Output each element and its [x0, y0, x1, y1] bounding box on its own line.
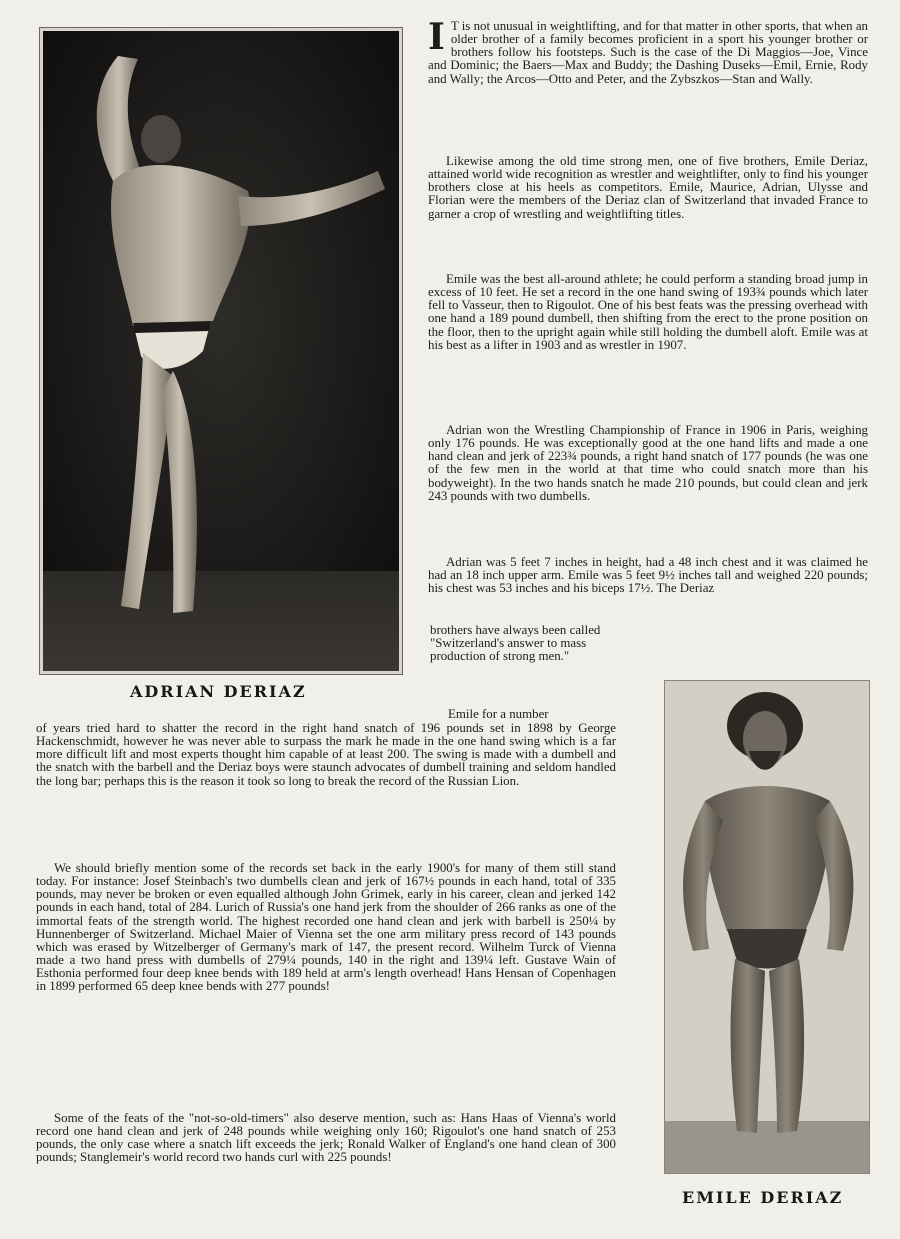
article-paragraph-2: Likewise among the old time strong men, one of five brothers, Emile Deriaz, attained world wide recognition as wrestler and weightlifter, only to find his younger brothers close at his heels as competitors. Emile, Maurice, Adrian, Ulysse and Florian were the members of the Deriaz clan of Switzerland that invaded France to garner a crop of wrestling and weightlifting titles. — [428, 154, 868, 221]
article-paragraph-5-continued: brothers have always been called "Switzerland's answer to mass production of strong men." — [430, 623, 601, 664]
athlete-back-pose-image — [43, 31, 399, 671]
article-paragraph-8: Some of the feats of the "not-so-old-timers" also deserve mention, such as: Hans Haas of Vienna's world record one hand clean and jerk of 248 pounds while weighing only 160; Rigoulot's one hand snatch of 253 pounds, the only case where a snatch lift exceeds the jerk; Ronald Walker of England's one hand clean of 300 pounds; Stanglemeir's world record two hands curl with 225 pounds! — [36, 1111, 616, 1165]
article-paragraph-4: Adrian won the Wrestling Championship of France in 1906 in Paris, weighing only 176 pounds. He was exceptionally good at the one hand lifts and made a one hand clean and jerk of 223¾ pounds, a right hand snatch of 177 pounds (he was one of the few men in the world at that time who could snatch more than his bodyweight). In the two hands snatch he made 210 pounds, but could clean and jerk 243 pounds with two dumbells. — [428, 423, 868, 503]
article-paragraph-6-continued: of years tried hard to shatter the record in the right hand snatch of 196 pounds set in 1898 by George Hackenschmidt, however he was never able to surpass the mark he made in the one hand swing which is a far more difficult lift and most experts thought him capable of at least 200. The swing is made with a dumbell and the snatch with the barbell and the Deriaz boys were staunch advocates of dumbell training and seldom handled the long bar; perhaps this is the reason it took so long to break the record of the Russian Lion. — [36, 721, 616, 788]
photo-adrian-deriaz — [40, 28, 402, 674]
caption-adrian-deriaz: ADRIAN DERIAZ — [130, 682, 307, 701]
article-paragraph-1 — [428, 16, 868, 86]
photo-emile-deriaz — [664, 680, 870, 1174]
article-paragraph-3: Emile was the best all-around athlete; he could perform a standing broad jump in excess of 10 feet. He set a record in the one hand swing of 193¾ pounds which later fell to Vasseur, then to Rigoulot. One of his best feats was the pressing overhead with one hand a 189 pound dumbell, then shifting from the erect to the prone position on the floor, then to the upright again while still holding the dumbell aloft. Emile was at his best as a lifter in 1903 and as wrestler in 1907. — [428, 272, 868, 352]
paragraph-text: T is not unusual in weightlifting, and for that matter in other sports, that when an older brother of a family becomes proficient in a sport his younger brother or brothers follow his footsteps. Such is the case of the Di Maggios—Joe, Vince and Dominic; the Baers—Max and Buddy; the Dashing Duseks—Emil, Ernie, Rody and Wally; the Arcos—Otto and Peter, and the Zybszkos—Stan and Wally. — [428, 19, 868, 86]
caption-emile-deriaz: EMILE DERIAZ — [682, 1188, 844, 1207]
article-paragraph-7: We should briefly mention some of the records set back in the early 1900's for many of them still stand today. For instance: Josef Steinbach's two dumbells clean and jerk of 167½ pounds in each hand, total of 335 pounds, may never be broken or even equalled although John Grimek, early in his career, clean and jerked 142 pounds in each hand, total of 284. Lurich of Russia's one hand jerk from the shoulder of 266 ranks as one of the immortal feats of the strength world. The highest recorded one hand clean and jerk with barbell is 250¼ by Hunnenberger of Switzerland. Michael Maier of Vienna set the one arm military press record of 143 pounds which was erased by Witzelberger of Germany's mark of 147, the present record. Wilhelm Turck of Vienna made a two hand press with dumbells of 279¼ pounds, 140 in the right and 139¼ left. Gustave Wain of Esthonia performed four deep knee bends with 189 held at arm's length overhead! Hans Hensan of Copenhagen in 1899 performed 65 deep knee bends with 277 pounds! — [36, 861, 616, 994]
article-paragraph-5: Adrian was 5 feet 7 inches in height, had a 48 inch chest and it was claimed he had an 18 inch upper arm. Emile was 5 feet 9½ inches tall and weighed 220 pounds; his chest was 53 inches and his biceps 17½. The Deriaz — [428, 555, 868, 596]
drop-cap: I — [428, 16, 445, 58]
article-paragraph-6-start: Emile for a number — [448, 707, 549, 721]
athlete-front-pose-image — [665, 681, 869, 1173]
